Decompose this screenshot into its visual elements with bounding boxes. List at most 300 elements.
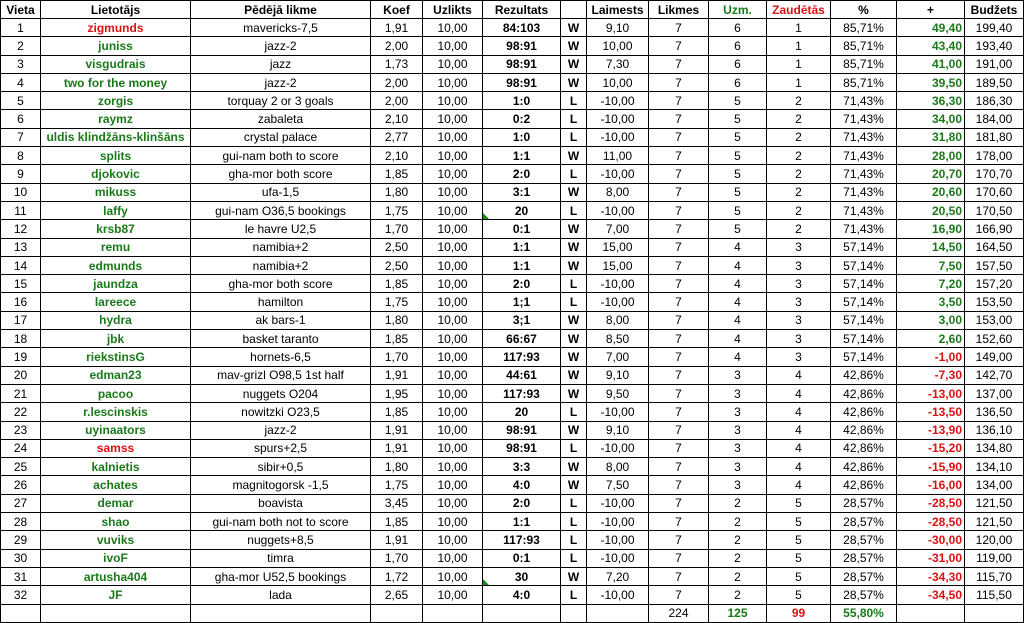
cell-result[interactable]: 84:103 bbox=[483, 19, 561, 37]
cell-percent[interactable]: 57,14% bbox=[831, 348, 897, 366]
cell-budzets[interactable]: 178,00 bbox=[965, 147, 1024, 165]
cell-uzlikts[interactable]: 10,00 bbox=[423, 421, 483, 439]
cell-vieta[interactable]: 32 bbox=[1, 586, 41, 604]
cell-uzm[interactable]: 5 bbox=[709, 128, 767, 146]
cell-laimests[interactable]: 9,10 bbox=[587, 366, 649, 384]
cell-percent[interactable]: 28,57% bbox=[831, 531, 897, 549]
cell-laimests[interactable]: 8,00 bbox=[587, 183, 649, 201]
cell-result[interactable]: 1:0 bbox=[483, 128, 561, 146]
cell-result[interactable]: 3:3 bbox=[483, 458, 561, 476]
cell-uzm[interactable]: 4 bbox=[709, 311, 767, 329]
header-rezultats[interactable]: Rezultats bbox=[483, 1, 561, 19]
cell-user[interactable]: samss bbox=[41, 439, 191, 457]
cell-last-bet[interactable]: nuggets+8,5 bbox=[191, 531, 371, 549]
cell-user[interactable]: splits bbox=[41, 147, 191, 165]
cell-likmes[interactable]: 7 bbox=[649, 439, 709, 457]
total-likmes[interactable]: 224 bbox=[649, 604, 709, 622]
cell-koef[interactable]: 1,75 bbox=[371, 293, 423, 311]
total-zaudetas[interactable]: 99 bbox=[767, 604, 831, 622]
cell-plus[interactable]: 39,50 bbox=[897, 73, 965, 91]
cell-zaudetas[interactable]: 4 bbox=[767, 476, 831, 494]
cell-uzlikts[interactable]: 10,00 bbox=[423, 366, 483, 384]
cell-outcome[interactable]: L bbox=[561, 494, 587, 512]
cell-likmes[interactable]: 7 bbox=[649, 421, 709, 439]
cell-budzets[interactable]: 134,00 bbox=[965, 476, 1024, 494]
cell-laimests[interactable]: 10,00 bbox=[587, 37, 649, 55]
cell-laimests[interactable]: 8,50 bbox=[587, 330, 649, 348]
cell-last-bet[interactable]: hamilton bbox=[191, 293, 371, 311]
cell-zaudetas[interactable]: 5 bbox=[767, 586, 831, 604]
cell-last-bet[interactable]: spurs+2,5 bbox=[191, 439, 371, 457]
cell-vieta[interactable]: 10 bbox=[1, 183, 41, 201]
cell-plus[interactable]: 20,70 bbox=[897, 165, 965, 183]
cell-result[interactable]: 117:93 bbox=[483, 531, 561, 549]
cell-user[interactable]: zorgis bbox=[41, 92, 191, 110]
cell-uzm[interactable]: 5 bbox=[709, 147, 767, 165]
cell-plus[interactable]: -13,00 bbox=[897, 384, 965, 402]
cell-budzets[interactable]: 134,10 bbox=[965, 458, 1024, 476]
cell-koef[interactable]: 1,91 bbox=[371, 421, 423, 439]
cell-result[interactable]: 44:61 bbox=[483, 366, 561, 384]
cell-result[interactable]: 20 bbox=[483, 201, 561, 219]
cell-uzm[interactable]: 6 bbox=[709, 55, 767, 73]
cell-vieta[interactable]: 31 bbox=[1, 567, 41, 585]
header-plus[interactable]: + bbox=[897, 1, 965, 19]
cell-uzm[interactable]: 2 bbox=[709, 549, 767, 567]
cell-user[interactable]: hydra bbox=[41, 311, 191, 329]
cell-likmes[interactable]: 7 bbox=[649, 73, 709, 91]
cell-percent[interactable]: 71,43% bbox=[831, 92, 897, 110]
header-koef[interactable]: Koef bbox=[371, 1, 423, 19]
cell-zaudetas[interactable]: 3 bbox=[767, 330, 831, 348]
cell-user[interactable]: juniss bbox=[41, 37, 191, 55]
cell-vieta[interactable]: 19 bbox=[1, 348, 41, 366]
cell-result[interactable]: 1:1 bbox=[483, 256, 561, 274]
cell-plus[interactable]: -15,20 bbox=[897, 439, 965, 457]
header-vieta[interactable]: Vieta bbox=[1, 1, 41, 19]
header-laimests[interactable]: Laimests bbox=[587, 1, 649, 19]
cell-uzm[interactable]: 3 bbox=[709, 421, 767, 439]
cell-plus[interactable]: 20,50 bbox=[897, 201, 965, 219]
cell-koef[interactable]: 1,91 bbox=[371, 19, 423, 37]
cell-uzlikts[interactable]: 10,00 bbox=[423, 586, 483, 604]
cell-likmes[interactable]: 7 bbox=[649, 55, 709, 73]
cell-uzm[interactable]: 4 bbox=[709, 330, 767, 348]
cell-koef[interactable]: 1,91 bbox=[371, 531, 423, 549]
cell-likmes[interactable]: 7 bbox=[649, 110, 709, 128]
cell-budzets[interactable]: 164,50 bbox=[965, 238, 1024, 256]
cell-percent[interactable]: 28,57% bbox=[831, 494, 897, 512]
cell-plus[interactable]: 3,50 bbox=[897, 293, 965, 311]
cell-uzlikts[interactable]: 10,00 bbox=[423, 73, 483, 91]
cell-koef[interactable]: 1,72 bbox=[371, 567, 423, 585]
cell-zaudetas[interactable]: 2 bbox=[767, 165, 831, 183]
cell-likmes[interactable]: 7 bbox=[649, 147, 709, 165]
cell-user[interactable]: r.lescinskis bbox=[41, 403, 191, 421]
cell-outcome[interactable]: W bbox=[561, 384, 587, 402]
cell-last-bet[interactable]: nuggets O204 bbox=[191, 384, 371, 402]
cell-zaudetas[interactable]: 5 bbox=[767, 494, 831, 512]
cell-uzm[interactable]: 2 bbox=[709, 494, 767, 512]
totals-empty-cell[interactable] bbox=[1, 604, 41, 622]
cell-budzets[interactable]: 170,70 bbox=[965, 165, 1024, 183]
cell-last-bet[interactable]: gui-nam O36,5 bookings bbox=[191, 201, 371, 219]
cell-likmes[interactable]: 7 bbox=[649, 311, 709, 329]
cell-budzets[interactable]: 170,60 bbox=[965, 183, 1024, 201]
cell-uzlikts[interactable]: 10,00 bbox=[423, 348, 483, 366]
cell-zaudetas[interactable]: 3 bbox=[767, 256, 831, 274]
cell-koef[interactable]: 1,85 bbox=[371, 275, 423, 293]
cell-vieta[interactable]: 3 bbox=[1, 55, 41, 73]
cell-outcome[interactable]: W bbox=[561, 19, 587, 37]
cell-vieta[interactable]: 21 bbox=[1, 384, 41, 402]
cell-outcome[interactable]: W bbox=[561, 476, 587, 494]
cell-uzlikts[interactable]: 10,00 bbox=[423, 293, 483, 311]
cell-outcome[interactable]: L bbox=[561, 513, 587, 531]
totals-empty-cell[interactable] bbox=[483, 604, 561, 622]
cell-plus[interactable]: 36,30 bbox=[897, 92, 965, 110]
cell-zaudetas[interactable]: 3 bbox=[767, 348, 831, 366]
cell-plus[interactable]: 2,60 bbox=[897, 330, 965, 348]
cell-outcome[interactable]: L bbox=[561, 293, 587, 311]
cell-koef[interactable]: 1,70 bbox=[371, 348, 423, 366]
totals-empty-cell[interactable] bbox=[897, 604, 965, 622]
cell-uzm[interactable]: 6 bbox=[709, 73, 767, 91]
cell-plus[interactable]: 7,50 bbox=[897, 256, 965, 274]
cell-uzlikts[interactable]: 10,00 bbox=[423, 384, 483, 402]
cell-result[interactable]: 2:0 bbox=[483, 275, 561, 293]
cell-uzm[interactable]: 2 bbox=[709, 586, 767, 604]
cell-uzm[interactable]: 4 bbox=[709, 275, 767, 293]
cell-result[interactable]: 1:1 bbox=[483, 238, 561, 256]
cell-zaudetas[interactable]: 2 bbox=[767, 183, 831, 201]
cell-outcome[interactable]: L bbox=[561, 275, 587, 293]
cell-likmes[interactable]: 7 bbox=[649, 256, 709, 274]
cell-laimests[interactable]: -10,00 bbox=[587, 165, 649, 183]
cell-budzets[interactable]: 120,00 bbox=[965, 531, 1024, 549]
cell-vieta[interactable]: 22 bbox=[1, 403, 41, 421]
cell-vieta[interactable]: 7 bbox=[1, 128, 41, 146]
cell-budzets[interactable]: 166,90 bbox=[965, 220, 1024, 238]
cell-uzlikts[interactable]: 10,00 bbox=[423, 19, 483, 37]
cell-percent[interactable]: 57,14% bbox=[831, 238, 897, 256]
cell-user[interactable]: ivoF bbox=[41, 549, 191, 567]
cell-plus[interactable]: -30,00 bbox=[897, 531, 965, 549]
cell-uzm[interactable]: 3 bbox=[709, 439, 767, 457]
cell-likmes[interactable]: 7 bbox=[649, 366, 709, 384]
cell-outcome[interactable]: W bbox=[561, 567, 587, 585]
cell-uzm[interactable]: 4 bbox=[709, 256, 767, 274]
cell-uzm[interactable]: 2 bbox=[709, 567, 767, 585]
cell-uzlikts[interactable]: 10,00 bbox=[423, 165, 483, 183]
header-zaudetas[interactable]: Zaudētās bbox=[767, 1, 831, 19]
cell-zaudetas[interactable]: 2 bbox=[767, 110, 831, 128]
cell-koef[interactable]: 2,50 bbox=[371, 256, 423, 274]
cell-percent[interactable]: 28,57% bbox=[831, 549, 897, 567]
cell-likmes[interactable]: 7 bbox=[649, 549, 709, 567]
cell-percent[interactable]: 42,86% bbox=[831, 366, 897, 384]
cell-result[interactable]: 20 bbox=[483, 403, 561, 421]
cell-laimests[interactable]: -10,00 bbox=[587, 549, 649, 567]
cell-zaudetas[interactable]: 2 bbox=[767, 92, 831, 110]
cell-likmes[interactable]: 7 bbox=[649, 275, 709, 293]
cell-last-bet[interactable]: boavista bbox=[191, 494, 371, 512]
cell-likmes[interactable]: 7 bbox=[649, 494, 709, 512]
cell-vieta[interactable]: 14 bbox=[1, 256, 41, 274]
cell-koef[interactable]: 1,91 bbox=[371, 366, 423, 384]
cell-user[interactable]: edmunds bbox=[41, 256, 191, 274]
cell-outcome[interactable]: L bbox=[561, 549, 587, 567]
cell-likmes[interactable]: 7 bbox=[649, 531, 709, 549]
cell-zaudetas[interactable]: 4 bbox=[767, 421, 831, 439]
cell-result[interactable]: 3;1 bbox=[483, 311, 561, 329]
cell-percent[interactable]: 57,14% bbox=[831, 330, 897, 348]
cell-budzets[interactable]: 181,80 bbox=[965, 128, 1024, 146]
cell-user[interactable]: laffy bbox=[41, 201, 191, 219]
cell-budzets[interactable]: 121,50 bbox=[965, 494, 1024, 512]
cell-percent[interactable]: 85,71% bbox=[831, 37, 897, 55]
cell-percent[interactable]: 71,43% bbox=[831, 147, 897, 165]
totals-empty-cell[interactable] bbox=[41, 604, 191, 622]
cell-budzets[interactable]: 193,40 bbox=[965, 37, 1024, 55]
cell-koef[interactable]: 1,70 bbox=[371, 220, 423, 238]
cell-likmes[interactable]: 7 bbox=[649, 201, 709, 219]
cell-likmes[interactable]: 7 bbox=[649, 458, 709, 476]
cell-koef[interactable]: 2,10 bbox=[371, 110, 423, 128]
cell-koef[interactable]: 2,00 bbox=[371, 37, 423, 55]
cell-user[interactable]: jbk bbox=[41, 330, 191, 348]
cell-user[interactable]: two for the money bbox=[41, 73, 191, 91]
cell-result[interactable]: 98:91 bbox=[483, 439, 561, 457]
cell-likmes[interactable]: 7 bbox=[649, 19, 709, 37]
cell-vieta[interactable]: 28 bbox=[1, 513, 41, 531]
cell-vieta[interactable]: 24 bbox=[1, 439, 41, 457]
cell-result[interactable]: 98:91 bbox=[483, 73, 561, 91]
cell-result[interactable]: 1:1 bbox=[483, 147, 561, 165]
cell-outcome[interactable]: W bbox=[561, 73, 587, 91]
cell-budzets[interactable]: 115,70 bbox=[965, 567, 1024, 585]
cell-percent[interactable]: 28,57% bbox=[831, 513, 897, 531]
cell-percent[interactable]: 71,43% bbox=[831, 201, 897, 219]
cell-uzm[interactable]: 5 bbox=[709, 110, 767, 128]
cell-last-bet[interactable]: lada bbox=[191, 586, 371, 604]
cell-budzets[interactable]: 157,20 bbox=[965, 275, 1024, 293]
cell-user[interactable]: raymz bbox=[41, 110, 191, 128]
cell-last-bet[interactable]: sibir+0,5 bbox=[191, 458, 371, 476]
cell-laimests[interactable]: -10,00 bbox=[587, 110, 649, 128]
cell-result[interactable]: 3:1 bbox=[483, 183, 561, 201]
cell-zaudetas[interactable]: 5 bbox=[767, 513, 831, 531]
cell-zaudetas[interactable]: 1 bbox=[767, 55, 831, 73]
cell-result[interactable]: 98:91 bbox=[483, 421, 561, 439]
cell-vieta[interactable]: 5 bbox=[1, 92, 41, 110]
cell-uzlikts[interactable]: 10,00 bbox=[423, 128, 483, 146]
cell-zaudetas[interactable]: 4 bbox=[767, 458, 831, 476]
cell-outcome[interactable]: W bbox=[561, 238, 587, 256]
cell-outcome[interactable]: L bbox=[561, 128, 587, 146]
header-percent[interactable]: % bbox=[831, 1, 897, 19]
cell-user[interactable]: pacoo bbox=[41, 384, 191, 402]
cell-uzlikts[interactable]: 10,00 bbox=[423, 37, 483, 55]
cell-koef[interactable]: 1,70 bbox=[371, 549, 423, 567]
cell-zaudetas[interactable]: 3 bbox=[767, 238, 831, 256]
cell-plus[interactable]: 31,80 bbox=[897, 128, 965, 146]
cell-budzets[interactable]: 119,00 bbox=[965, 549, 1024, 567]
cell-laimests[interactable]: 7,00 bbox=[587, 348, 649, 366]
cell-laimests[interactable]: 7,20 bbox=[587, 567, 649, 585]
cell-laimests[interactable]: 9,10 bbox=[587, 421, 649, 439]
cell-koef[interactable]: 1,95 bbox=[371, 384, 423, 402]
cell-budzets[interactable]: 153,00 bbox=[965, 311, 1024, 329]
cell-vieta[interactable]: 6 bbox=[1, 110, 41, 128]
cell-outcome[interactable]: L bbox=[561, 531, 587, 549]
cell-last-bet[interactable]: gha-mor both score bbox=[191, 165, 371, 183]
cell-zaudetas[interactable]: 4 bbox=[767, 403, 831, 421]
cell-plus[interactable]: -15,90 bbox=[897, 458, 965, 476]
cell-outcome[interactable]: W bbox=[561, 37, 587, 55]
cell-user[interactable]: shao bbox=[41, 513, 191, 531]
cell-result[interactable]: 0:2 bbox=[483, 110, 561, 128]
cell-user[interactable]: krsb87 bbox=[41, 220, 191, 238]
cell-last-bet[interactable]: jazz-2 bbox=[191, 37, 371, 55]
cell-result[interactable]: 98:91 bbox=[483, 55, 561, 73]
cell-koef[interactable]: 2,77 bbox=[371, 128, 423, 146]
header-likmes[interactable]: Likmes bbox=[649, 1, 709, 19]
cell-outcome[interactable]: L bbox=[561, 201, 587, 219]
cell-plus[interactable]: 14,50 bbox=[897, 238, 965, 256]
cell-zaudetas[interactable]: 2 bbox=[767, 201, 831, 219]
cell-uzlikts[interactable]: 10,00 bbox=[423, 439, 483, 457]
cell-uzlikts[interactable]: 10,00 bbox=[423, 55, 483, 73]
cell-likmes[interactable]: 7 bbox=[649, 92, 709, 110]
cell-last-bet[interactable]: mav-grizl O98,5 1st half bbox=[191, 366, 371, 384]
cell-laimests[interactable]: -10,00 bbox=[587, 128, 649, 146]
cell-outcome[interactable]: W bbox=[561, 366, 587, 384]
cell-uzlikts[interactable]: 10,00 bbox=[423, 513, 483, 531]
cell-vieta[interactable]: 25 bbox=[1, 458, 41, 476]
cell-last-bet[interactable]: hornets-6,5 bbox=[191, 348, 371, 366]
cell-percent[interactable]: 71,43% bbox=[831, 220, 897, 238]
cell-result[interactable]: 98:91 bbox=[483, 37, 561, 55]
cell-uzlikts[interactable]: 10,00 bbox=[423, 458, 483, 476]
cell-likmes[interactable]: 7 bbox=[649, 293, 709, 311]
cell-vieta[interactable]: 16 bbox=[1, 293, 41, 311]
comment-indicator-icon[interactable] bbox=[483, 579, 489, 585]
cell-zaudetas[interactable]: 5 bbox=[767, 531, 831, 549]
cell-laimests[interactable]: 11,00 bbox=[587, 147, 649, 165]
cell-user[interactable]: lareece bbox=[41, 293, 191, 311]
cell-user[interactable]: edman23 bbox=[41, 366, 191, 384]
cell-laimests[interactable]: 9,10 bbox=[587, 19, 649, 37]
cell-user[interactable]: visgudrais bbox=[41, 55, 191, 73]
cell-likmes[interactable]: 7 bbox=[649, 567, 709, 585]
cell-plus[interactable]: -13,90 bbox=[897, 421, 965, 439]
cell-vieta[interactable]: 23 bbox=[1, 421, 41, 439]
cell-uzlikts[interactable]: 10,00 bbox=[423, 110, 483, 128]
header-uzm[interactable]: Uzm. bbox=[709, 1, 767, 19]
cell-uzm[interactable]: 4 bbox=[709, 293, 767, 311]
cell-uzm[interactable]: 5 bbox=[709, 183, 767, 201]
cell-last-bet[interactable]: namibia+2 bbox=[191, 238, 371, 256]
totals-empty-cell[interactable] bbox=[587, 604, 649, 622]
cell-percent[interactable]: 85,71% bbox=[831, 73, 897, 91]
cell-last-bet[interactable]: namibia+2 bbox=[191, 256, 371, 274]
cell-uzlikts[interactable]: 10,00 bbox=[423, 330, 483, 348]
cell-likmes[interactable]: 7 bbox=[649, 476, 709, 494]
cell-laimests[interactable]: 15,00 bbox=[587, 238, 649, 256]
cell-percent[interactable]: 57,14% bbox=[831, 311, 897, 329]
cell-koef[interactable]: 1,91 bbox=[371, 439, 423, 457]
cell-outcome[interactable]: L bbox=[561, 586, 587, 604]
cell-laimests[interactable]: -10,00 bbox=[587, 275, 649, 293]
cell-outcome[interactable]: L bbox=[561, 110, 587, 128]
cell-zaudetas[interactable]: 3 bbox=[767, 293, 831, 311]
cell-budzets[interactable]: 137,00 bbox=[965, 384, 1024, 402]
cell-last-bet[interactable]: jazz-2 bbox=[191, 73, 371, 91]
cell-uzlikts[interactable]: 10,00 bbox=[423, 531, 483, 549]
cell-percent[interactable]: 71,43% bbox=[831, 128, 897, 146]
cell-zaudetas[interactable]: 1 bbox=[767, 19, 831, 37]
cell-vieta[interactable]: 30 bbox=[1, 549, 41, 567]
cell-zaudetas[interactable]: 2 bbox=[767, 147, 831, 165]
cell-budzets[interactable]: 157,50 bbox=[965, 256, 1024, 274]
cell-zaudetas[interactable]: 2 bbox=[767, 128, 831, 146]
cell-laimests[interactable]: 9,50 bbox=[587, 384, 649, 402]
cell-result[interactable]: 1:1 bbox=[483, 513, 561, 531]
cell-result[interactable]: 0:1 bbox=[483, 549, 561, 567]
cell-budzets[interactable]: 153,50 bbox=[965, 293, 1024, 311]
cell-vieta[interactable]: 11 bbox=[1, 201, 41, 219]
cell-last-bet[interactable]: jazz-2 bbox=[191, 421, 371, 439]
cell-plus[interactable]: -13,50 bbox=[897, 403, 965, 421]
cell-koef[interactable]: 2,00 bbox=[371, 73, 423, 91]
cell-outcome[interactable]: W bbox=[561, 311, 587, 329]
cell-budzets[interactable]: 170,50 bbox=[965, 201, 1024, 219]
cell-budzets[interactable]: 152,60 bbox=[965, 330, 1024, 348]
cell-vieta[interactable]: 26 bbox=[1, 476, 41, 494]
cell-plus[interactable]: 7,20 bbox=[897, 275, 965, 293]
cell-plus[interactable]: -7,30 bbox=[897, 366, 965, 384]
cell-plus[interactable]: -1,00 bbox=[897, 348, 965, 366]
cell-laimests[interactable]: 10,00 bbox=[587, 73, 649, 91]
cell-percent[interactable]: 57,14% bbox=[831, 275, 897, 293]
cell-koef[interactable]: 1,80 bbox=[371, 458, 423, 476]
cell-laimests[interactable]: 8,00 bbox=[587, 311, 649, 329]
cell-last-bet[interactable]: timra bbox=[191, 549, 371, 567]
cell-result[interactable]: 1;1 bbox=[483, 293, 561, 311]
cell-koef[interactable]: 3,45 bbox=[371, 494, 423, 512]
cell-last-bet[interactable]: torquay 2 or 3 goals bbox=[191, 92, 371, 110]
cell-laimests[interactable]: -10,00 bbox=[587, 439, 649, 457]
cell-outcome[interactable]: W bbox=[561, 55, 587, 73]
cell-outcome[interactable]: W bbox=[561, 348, 587, 366]
cell-last-bet[interactable]: gui-nam both not to score bbox=[191, 513, 371, 531]
cell-vieta[interactable]: 12 bbox=[1, 220, 41, 238]
totals-empty-cell[interactable] bbox=[561, 604, 587, 622]
cell-percent[interactable]: 57,14% bbox=[831, 293, 897, 311]
cell-plus[interactable]: -28,50 bbox=[897, 513, 965, 531]
cell-uzlikts[interactable]: 10,00 bbox=[423, 147, 483, 165]
cell-last-bet[interactable]: le havre U2,5 bbox=[191, 220, 371, 238]
cell-vieta[interactable]: 8 bbox=[1, 147, 41, 165]
cell-outcome[interactable]: W bbox=[561, 220, 587, 238]
cell-budzets[interactable]: 191,00 bbox=[965, 55, 1024, 73]
cell-uzlikts[interactable]: 10,00 bbox=[423, 92, 483, 110]
totals-empty-cell[interactable] bbox=[423, 604, 483, 622]
cell-plus[interactable]: 34,00 bbox=[897, 110, 965, 128]
cell-plus[interactable]: 49,40 bbox=[897, 19, 965, 37]
cell-user[interactable]: achates bbox=[41, 476, 191, 494]
